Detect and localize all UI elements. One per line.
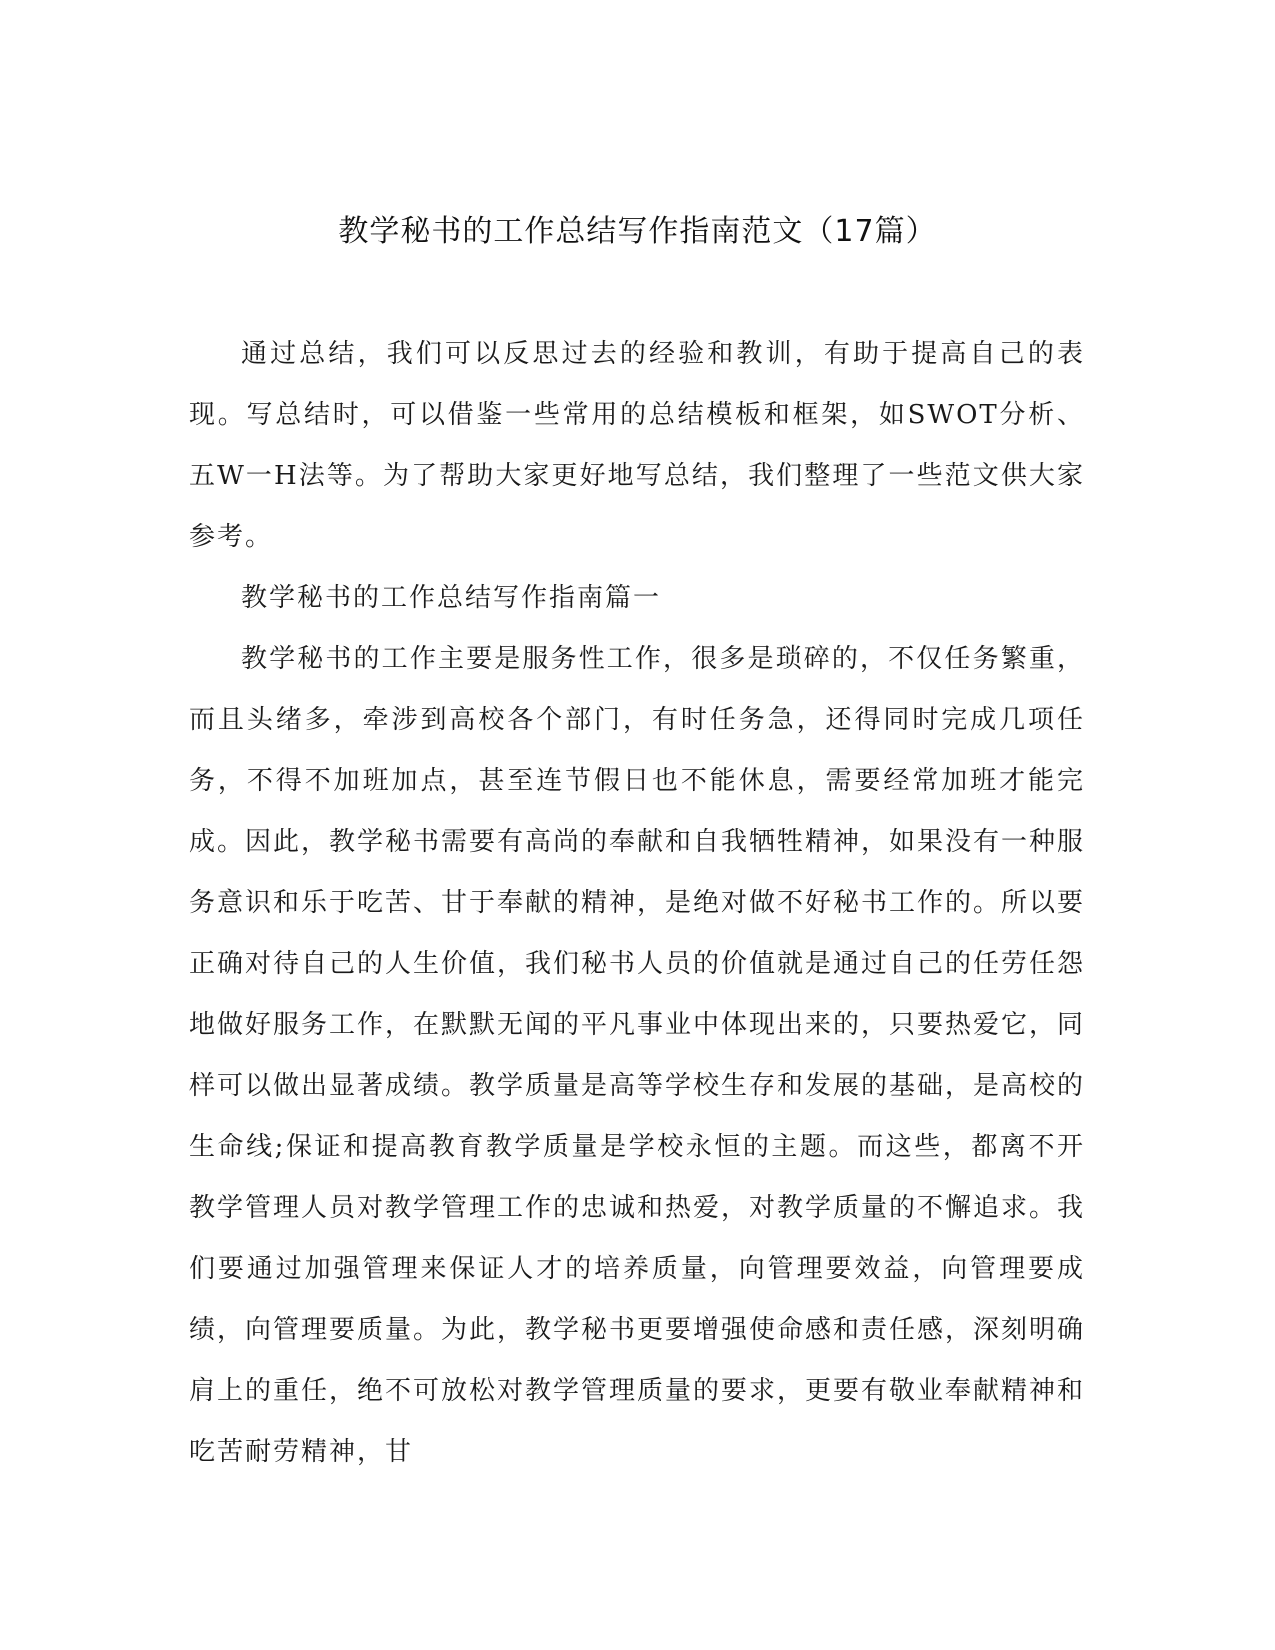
- intro-paragraph: 通过总结，我们可以反思过去的经验和教训，有助于提高自己的表现。写总结时，可以借鉴一些常用的总结模板和框架，如SWOT分析、五W一H法等。为了帮助大家更好地写总结，我们整理了一些范文供大家参考。: [189, 339, 1085, 552]
- section-heading: 教学秘书的工作总结写作指南篇一: [241, 583, 662, 613]
- document-body: [189, 324, 1085, 1483]
- document-title: 教学秘书的工作总结写作指南范文（17篇）: [338, 214, 937, 249]
- body-paragraph: 教学秘书的工作主要是服务性工作，很多是琐碎的，不仅任务繁重，而且头绪多，牵涉到高校各个部门，有时任务急，还得同时完成几项任务，不得不加班加点，甚至连节假日也不能休息，需要经常加班才能完成。因此，教学秘书需要有高尚的奉献和自我牺牲精神，如果没有一种服务意识和乐于吃苦、甘于奉献的精神，是绝对做不好秘书工作的。所以要正确对待自己的人生价值，我们秘书人员的价值就是通过自己的任劳任怨地做好服务工作，在默默无闻的平凡事业中体现出来的，只要热爱它，同样可以做出显著成绩。教学质量是高等学校生存和发展的基础，是高校的生命线;保证和提高教育教学质量是学校永恒的主题。而这些，都离不开教学管理人员对教学管理工作的忠诚和热爱，对教学质量的不懈追求。我们要通过加强管理来保证人才的培养质量，向管理要效益，向管理要成绩，向管理要质量。为此，教学秘书更要增强使命感和责任感，深刻明确肩上的重任，绝不可放松对教学管理质量的要求，更要有敬业奉献精神和吃苦耐劳精神，甘: [189, 644, 1086, 1467]
